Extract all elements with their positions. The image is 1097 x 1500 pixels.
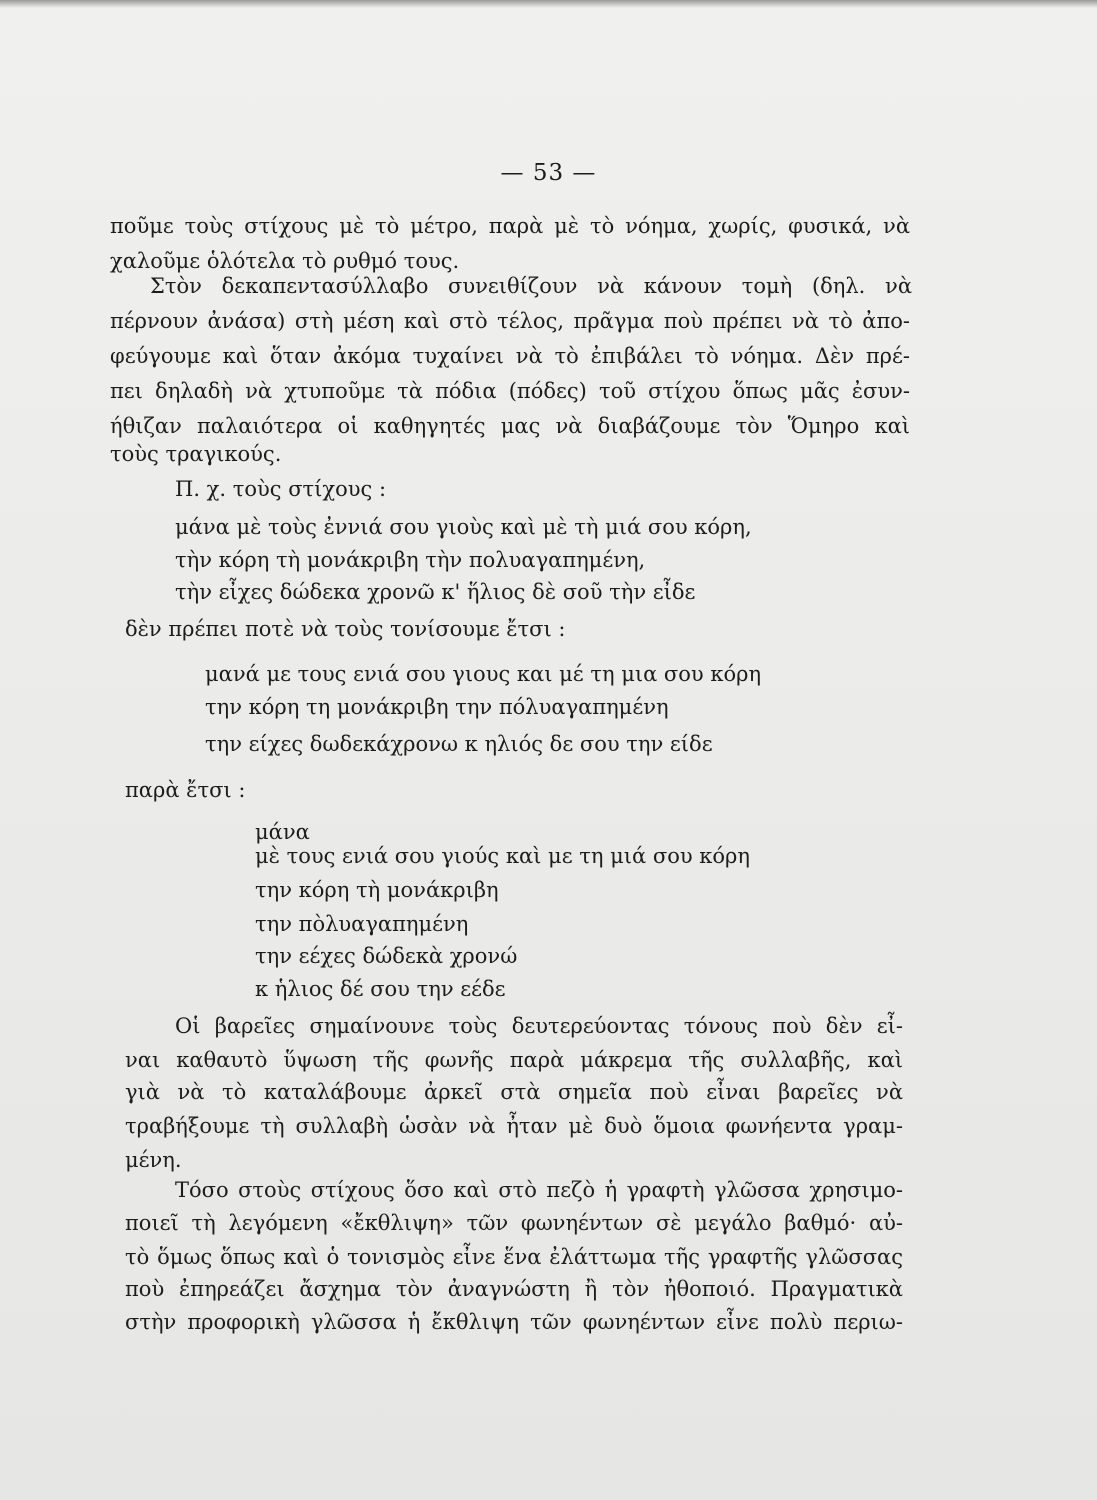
paragraph-3-line-4: τραβήξουμε τὴ συλλαβὴ ὡσὰν νὰ ἦταν μὲ δυὸ ὅμοια φωνήεντα γραμ- — [125, 1114, 903, 1138]
verse-wrong-line-1: μανά με τους ενιά σου γιους και μέ τη μια σου κόρη — [205, 662, 762, 686]
paragraph-4-line-3: τὸ ὅμως ὅπως καὶ ὁ τονισμὸς εἶνε ἕνα ἐλάττωμα τῆς γραφτῆς γλῶσσας — [125, 1245, 903, 1269]
paragraph-4-line-1: Τόσο στοὺς στίχους ὅσο καὶ στὸ πεζὸ ἡ γραφτὴ γλῶσσα χρησιμο- — [175, 1178, 903, 1202]
paragraph-1-line-1: ποῦμε τοὺς στίχους μὲ τὸ μέτρο, παρὰ μὲ τὸ νόημα, χωρίς, φυσικά, νὰ — [110, 214, 910, 238]
paragraph-4-line-5: στὴν προφορικὴ γλῶσσα ἡ ἔκθλιψη τῶν φωνηέντων εἶνε πολὺ περιω- — [125, 1310, 903, 1334]
right-intro: παρὰ ἔτσι : — [125, 778, 246, 802]
verse-right-line-5: την εέχες δώδεκὰ χρονώ — [255, 944, 518, 968]
paragraph-3-line-3: γιὰ νὰ τὸ καταλάβουμε ἀρκεῖ στὰ σημεῖα ποὺ εἶναι βαρεῖες νὰ — [125, 1080, 903, 1104]
verse-original-line-2: τὴν κόρη τὴ μονάκριβη τὴν πολυαγαπημένη, — [175, 548, 646, 572]
paragraph-4-line-2: ποιεῖ τὴ λεγόμενη «ἔκθλιψη» τῶν φωνηέντων σὲ μεγάλο βαθμό· αὐ- — [125, 1211, 903, 1235]
paragraph-3-line-1: Οἱ βαρεῖες σημαίνουνε τοὺς δευτερεύοντας τόνους ποὺ δὲν εἶ- — [175, 1014, 903, 1038]
example-intro: Π. χ. τοὺς στίχους : — [175, 477, 387, 501]
paragraph-2-line-4: πει δηλαδὴ νὰ χτυποῦμε τὰ πόδια (πόδες) τοῦ στίχου ὅπως μᾶς ἐσυν- — [110, 379, 910, 403]
verse-right-line-6: κ ἡλιος δέ σου την εέδε — [255, 977, 506, 1001]
paragraph-3-line-2: ναι καθαυτὸ ὕψωση τῆς φωνῆς παρὰ μάκρεμα τῆς συλλαβῆς, καὶ — [125, 1048, 903, 1072]
verse-original-line-1: μάνα μὲ τοὺς ἐννιά σου γιοὺς καὶ μὲ τὴ μιά σου κόρη, — [175, 515, 752, 539]
paragraph-2-line-1: Στὸν δεκαπεντασύλλαβο συνειθίζουν νὰ κάνουν τομὴ (δηλ. νὰ — [150, 274, 912, 298]
paragraph-2-line-6: τοὺς τραγικούς. — [110, 442, 282, 466]
paragraph-2-line-3: φεύγουμε καὶ ὅταν ἀκόμα τυχαίνει νὰ τὸ ἐπιβάλει τὸ νόημα. Δὲν πρέ- — [110, 344, 910, 368]
paragraph-2-line-5: ήθιζαν παλαιότερα οἱ καθηγητές μας νὰ διαβάζουμε τὸν Ὅμηρο καὶ — [110, 414, 910, 438]
paragraph-3-line-5: μένη. — [125, 1148, 182, 1172]
page-top-edge — [0, 0, 1097, 8]
paragraph-2-line-2: πέρνουν ἀνάσα) στὴ μέση καὶ στὸ τέλος, πρᾶγμα ποὺ πρέπει νὰ τὸ ἀπο- — [110, 309, 910, 333]
verse-wrong-line-2: την κόρη τη μονάκριβη την πόλυαγαπημένη — [205, 695, 669, 719]
paragraph-4-line-4: ποὺ ἐπηρεάζει ἄσχημα τὸν ἀναγνώστη ἢ τὸν ἠθοποιό. Πραγματικὰ — [125, 1277, 903, 1301]
verse-wrong-line-3: την είχες δωδεκάχρονω κ ηλιός δε σου την είδε — [205, 732, 713, 756]
wrong-intro: δὲν πρέπει ποτὲ νὰ τοὺς τονίσουμε ἔτσι : — [125, 617, 566, 641]
verse-original-line-3: τὴν εἶχες δώδεκα χρονῶ κ' ἥλιος δὲ σοῦ τὴν εἶδε — [175, 580, 696, 604]
verse-right-line-4: την πὸλυαγαπημένη — [255, 912, 469, 936]
verse-right-line-1: μάνα — [255, 820, 310, 844]
verse-right-line-2: μὲ τους ενιά σου γιούς καὶ με τη μιά σου κόρη — [255, 844, 750, 868]
page-number: — 53 — — [500, 160, 597, 186]
paragraph-1-line-2: χαλοῦμε ὁλότελα τὸ ρυθμό τους. — [110, 249, 460, 273]
verse-right-line-3: την κόρη τὴ μονάκριβη — [255, 878, 499, 902]
